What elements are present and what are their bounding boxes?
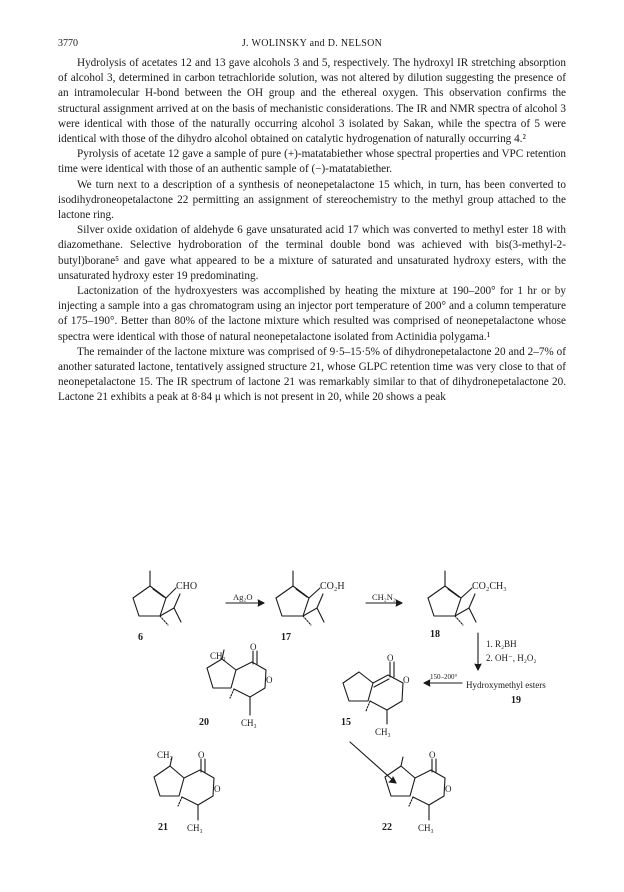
structure-6 [133,571,181,625]
paragraph-6: The remainder of the lactone mixture was comprised of 9·5–15·5% of dihydronepetalactone 20 and 2–7% of another saturated lactone, tentatively assigned structure 21, whose GLPC retention time was very close to that of neonepetalactone 15. The IR spectrum of lactone 21 was remarkably similar to that of dihydronepetalactone 20. Lactone 21 exhibits a peak at 8·84 μ which is not present in 20, while 20 shows a peak [58,345,566,404]
compound-number-15: 15 [341,717,351,728]
label-ch3-21-top: CH₃ [157,750,173,760]
compound-number-22: 22 [382,822,392,833]
paragraph-1: Hydrolysis of acetates 12 and 13 gave alcohols 3 and 5, respectively. The hydroxyl IR stretching absorption of alcohol 3, determined in carbon tetrachloride solution, was not altered by dilution suggesting the presence of an intramolecular H-bond between the OH group and the ethereal oxygen. This observation confirms the structural assignment arrived at on the basis of mechanistic considerations. The IR and NMR spectra of alcohol 3 were identical with those of the naturally occurring alcohol 3 isolated by Sakan, while the spectra of 5 were identical with those of the dihydro alcohol obtained on catalytic hydrogenation of naturally occurring 4.² [58,57,566,146]
reagent-ag2o: Ag₂O [233,592,253,602]
compound-number-21: 21 [158,822,168,833]
structure-15 [343,662,403,724]
paragraph-4: Silver oxide oxidation of aldehyde 6 gave unsaturated acid 17 which was converted to methyl ester 18 with diazomethane. Selective hydroboration of the terminal double bond was achieved with bis(3-methyl-2-butyl)borane⁵ and gave what appeared to be a mixture of saturated and unsaturated hydroxy esters, with the unsaturated hydroxy ester 19 predominating. [58,224,566,282]
arrow-15-to-22 [350,742,396,783]
page-number: 3770 [58,38,78,49]
label-o-15-ring: O [403,675,410,685]
running-header-authors: J. WOLINSKY and D. NELSON [241,38,383,49]
compound-number-6: 6 [138,632,143,643]
reagent-r2bh: 1. R₂BH [486,639,517,649]
label-ch3-20-bottom: CH₃ [241,718,257,728]
structure-18 [428,571,476,625]
label-o-22-carbonyl: O [429,750,436,760]
label-o-21-ring: O [214,784,221,794]
structure-17 [276,571,324,625]
label-o-15-carbonyl: O [387,653,394,663]
structure-21 [154,757,214,820]
paragraph-5: Lactonization of the hydroxyesters was accomplished by heating the mixture at 190–200° for 1 hr or by injecting a sample into a gas chromatogram using an injector port temperature of 200° and a column temperature of 175–190°. Better than 80% of the lactone mixture which resulted was comprised of neonepetalactone whose spectra were identical with those of natural neonepetalactone isolated from Actinidia polygama.¹ [58,285,566,343]
label-cho: CHO [176,581,198,592]
label-ch3-21-bottom: CH₃ [187,823,203,833]
paragraph-3: We turn next to a description of a synthesis of neonepetalactone 15 which, in turn, has been converted to isodihydroneopetalactone 22 permitting an assignment of stereochemistry to the methyl group attached to the lactone ring. [58,178,566,222]
compound-number-19: 19 [511,695,521,706]
compound-number-17: 17 [281,632,291,643]
label-o-20-ring: O [266,675,273,685]
label-co2h: CO₂H [320,581,345,592]
label-ch3-22: CH₃ [418,823,434,833]
reagent-oh-h2o2: 2. OH⁻, H₂O₂ [486,653,537,663]
reagent-ch2n2: CH₂N₂ [372,592,396,602]
label-o-22-ring: O [445,784,452,794]
label-hydroxymethyl-esters: Hydroxymethyl esters [466,680,546,690]
label-ch3-20-top: CH₃ [210,651,226,661]
compound-number-20: 20 [199,717,209,728]
reagent-temperature: 150–200° [430,673,458,681]
label-o-21-carbonyl: O [198,750,205,760]
label-co2ch3: CO₂CH₃ [472,581,507,592]
paragraph-2: Pyrolysis of acetate 12 gave a sample of pure (+)-matatabiether whose spectral properties and VPC retention time were identical with those of an authentic sample of (−)-matatabiether. [58,148,566,176]
structure-22 [385,757,445,820]
label-o-20-carbonyl: O [250,642,257,652]
label-ch3-15: CH₃ [375,727,391,737]
compound-number-18: 18 [430,629,440,640]
